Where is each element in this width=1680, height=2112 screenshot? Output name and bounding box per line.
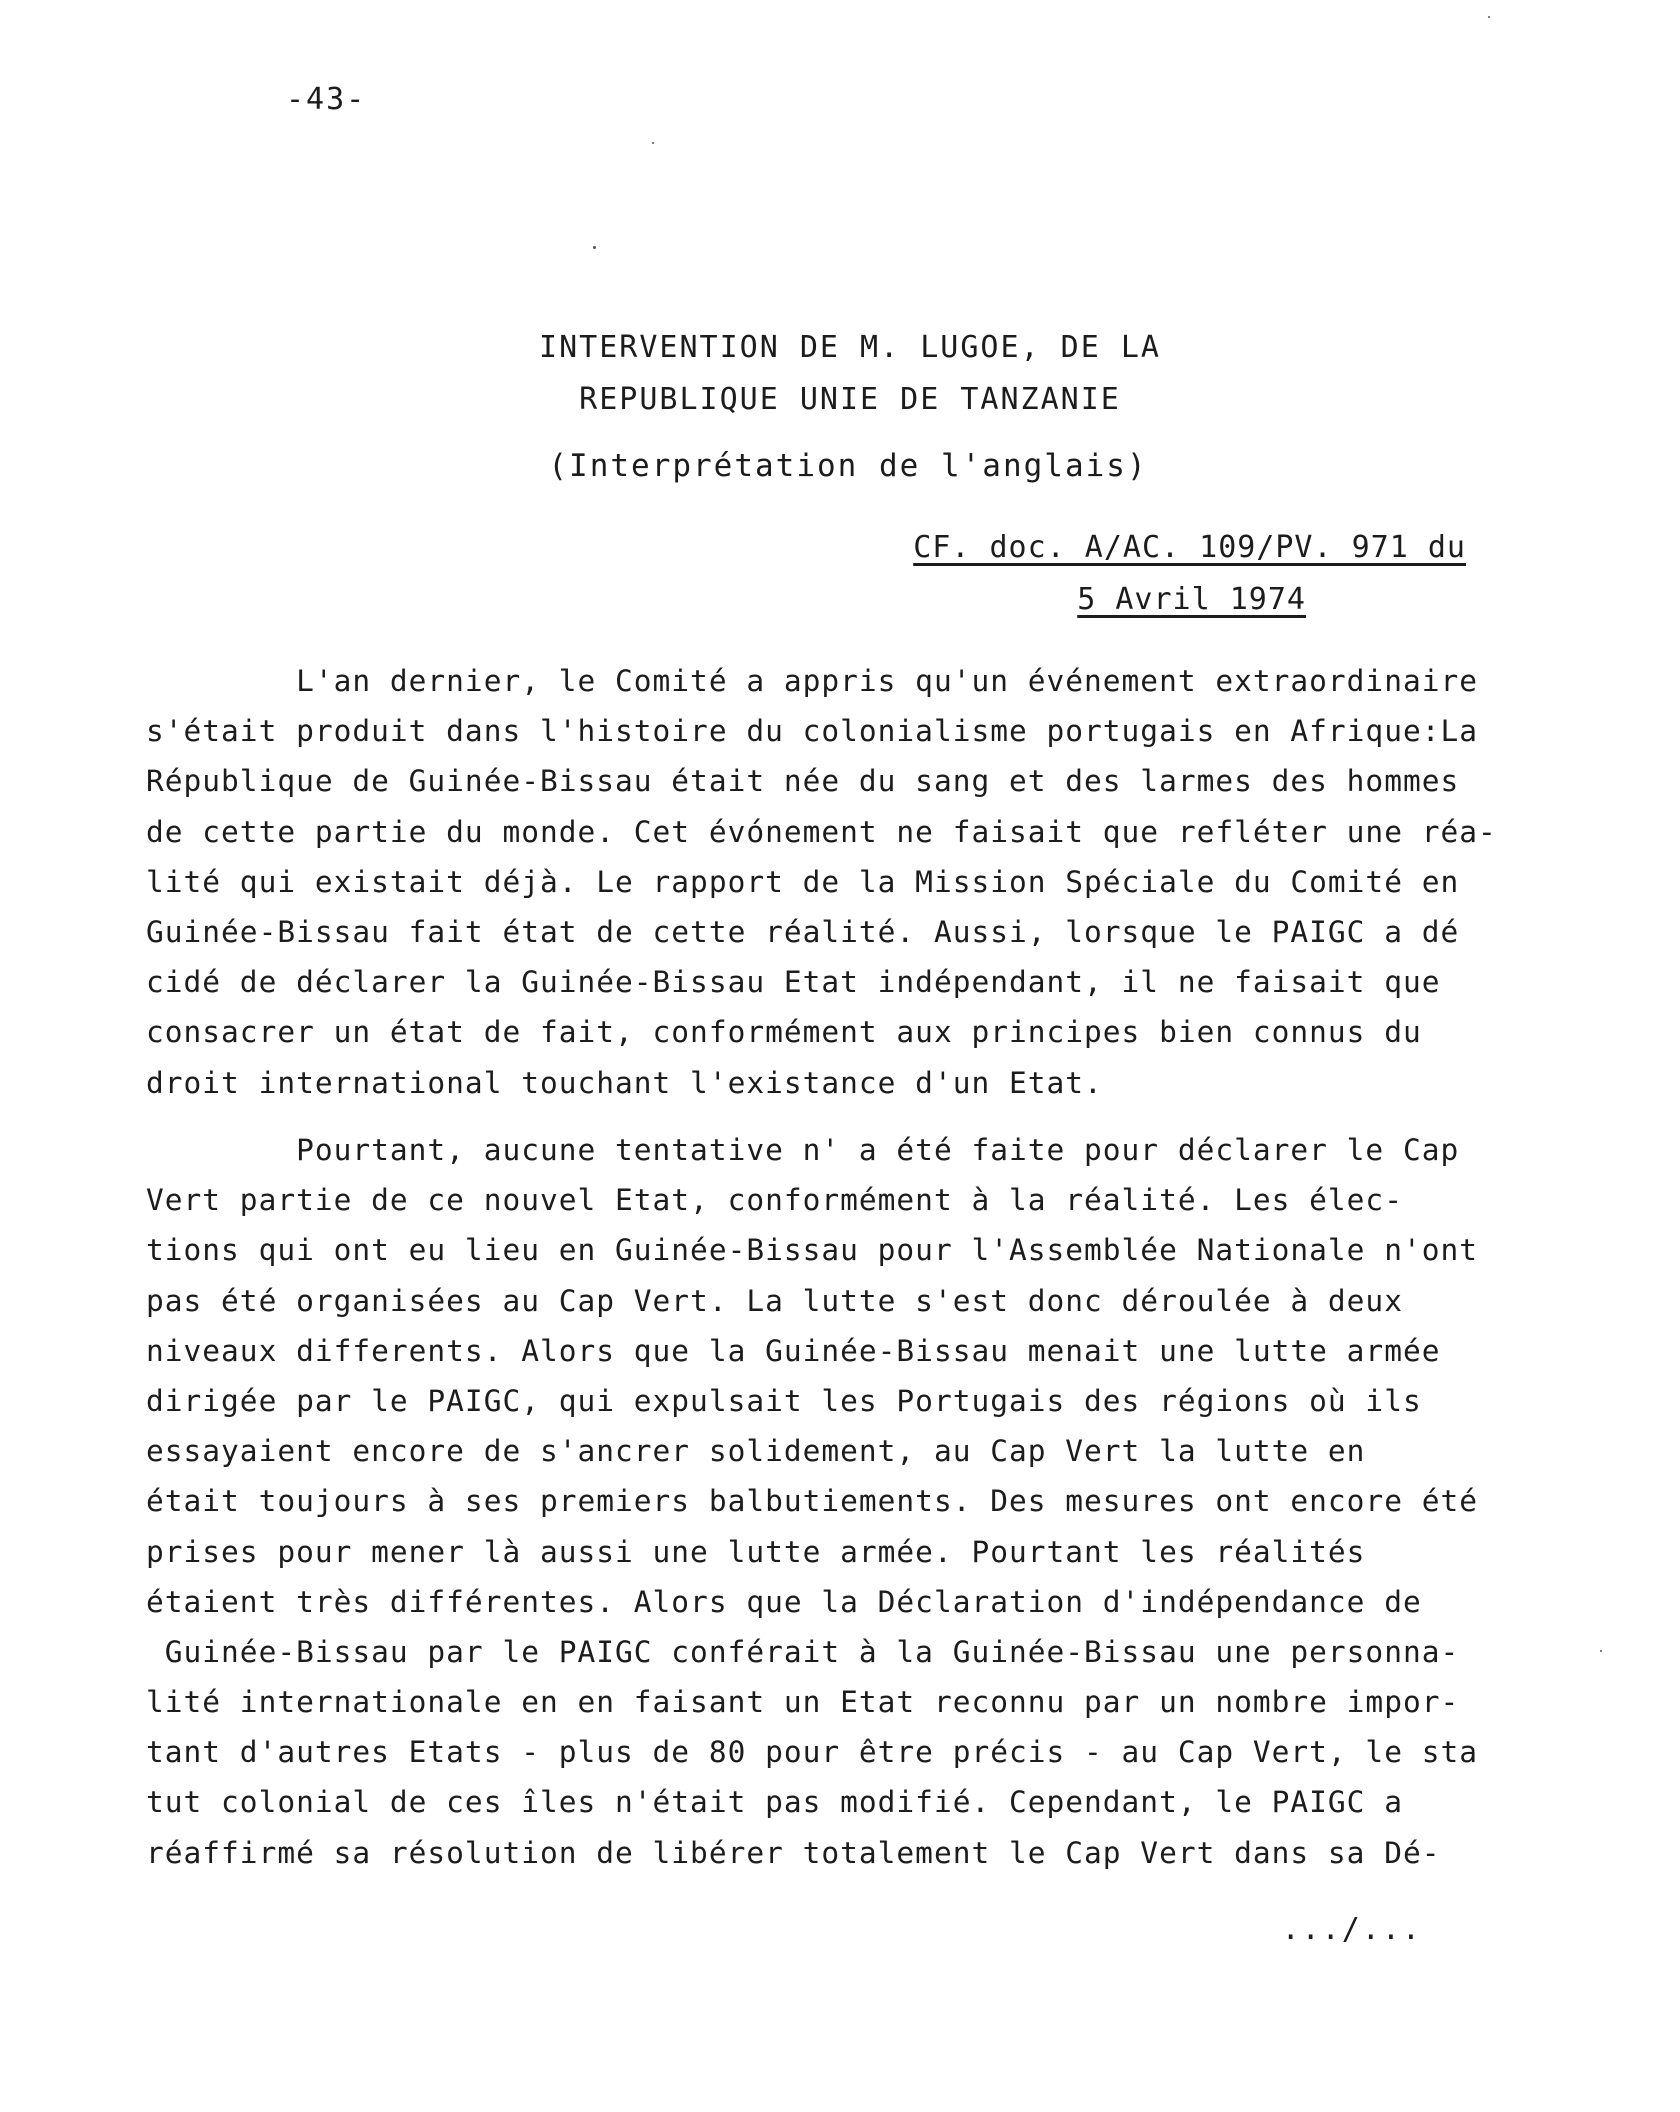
page-number: -43- — [286, 82, 367, 117]
reference-line-1: CF. doc. A/AC. 109/PV. 971 du — [913, 530, 1466, 565]
text-line: Pourtant, aucune tentative n' a été faite pour déclarer le Cap — [146, 1133, 1460, 1167]
text-line: prises pour mener là aussi une lutte armée. Pourtant les réalités — [146, 1534, 1366, 1569]
text-line: niveaux differents. Alors que la Guinée-Bissau menait une lutte armée — [146, 1333, 1441, 1368]
reference-line-2: 5 Avril 1974 — [1077, 582, 1306, 617]
heading-line-1: INTERVENTION DE M. LUGOE, DE LA — [539, 330, 1161, 365]
paragraph-1 — [146, 656, 1566, 1108]
text-line: cidé de déclarer la Guinée-Bissau Etat indépendant, il ne faisait que — [146, 965, 1441, 1000]
text-line: étaient très différentes. Alors que la Déclaration d'indépendance de — [146, 1584, 1422, 1619]
scan-speck — [1488, 16, 1490, 18]
paragraph-2 — [146, 1125, 1566, 1878]
scan-speck — [593, 246, 596, 249]
scan-speck — [1600, 1650, 1602, 1652]
text-line: République de Guinée-Bissau était née du sang et des larmes des hommes — [146, 764, 1460, 799]
text-line: de cette partie du monde. Cet évónement ne faisait que refléter une réa- — [146, 814, 1497, 849]
text-line: L'an dernier, le Comité a appris qu'un événement extraordinaire — [146, 664, 1478, 698]
text-line: essayaient encore de s'ancrer solidement, au Cap Vert la lutte en — [146, 1434, 1366, 1469]
heading-subtitle: (Interprétation de l'anglais) — [548, 448, 1148, 484]
text-line: Guinée-Bissau par le PAIGC conférait à la Guinée-Bissau une personna- — [146, 1634, 1460, 1669]
continuation-mark: .../... — [1281, 1912, 1422, 1947]
scan-speck — [652, 142, 654, 144]
text-line: Guinée-Bissau fait état de cette réalité. Aussi, lorsque le PAIGC a dé — [146, 914, 1460, 949]
text-line: consacrer un état de fait, conformément aux principes bien connus du — [146, 1015, 1422, 1050]
text-line: pas été organisées au Cap Vert. La lutte s'est donc déroulée à deux — [146, 1283, 1403, 1318]
heading-line-2: REPUBLIQUE UNIE DE TANZANIE — [579, 382, 1121, 417]
text-line: droit international touchant l'existance d'un Etat. — [146, 1065, 1103, 1100]
text-line: était toujours à ses premiers balbutiements. Des mesures ont encore été — [146, 1484, 1478, 1519]
text-line: tut colonial de ces îles n'était pas modifié. Cependant, le PAIGC a — [146, 1785, 1403, 1820]
text-line: s'était produit dans l'histoire du colonialisme portugais en Afrique:La — [146, 714, 1478, 749]
text-line: réaffirmé sa résolution de libérer totalement le Cap Vert dans sa Dé- — [146, 1835, 1441, 1870]
text-line: tions qui ont eu lieu en Guinée-Bissau pour l'Assemblée Nationale n'ont — [146, 1233, 1478, 1268]
text-line: lité internationale en en faisant un Etat reconnu par un nombre impor- — [146, 1685, 1460, 1720]
text-line: Vert partie de ce nouvel Etat, conformément à la réalité. Les élec- — [146, 1183, 1403, 1218]
text-line: lité qui existait déjà. Le rapport de la Mission Spéciale du Comité en — [146, 864, 1460, 899]
text-line: tant d'autres Etats - plus de 80 pour être précis - au Cap Vert, le sta — [146, 1735, 1478, 1770]
text-line: dirigée par le PAIGC, qui expulsait les Portugais des régions où ils — [146, 1383, 1422, 1418]
